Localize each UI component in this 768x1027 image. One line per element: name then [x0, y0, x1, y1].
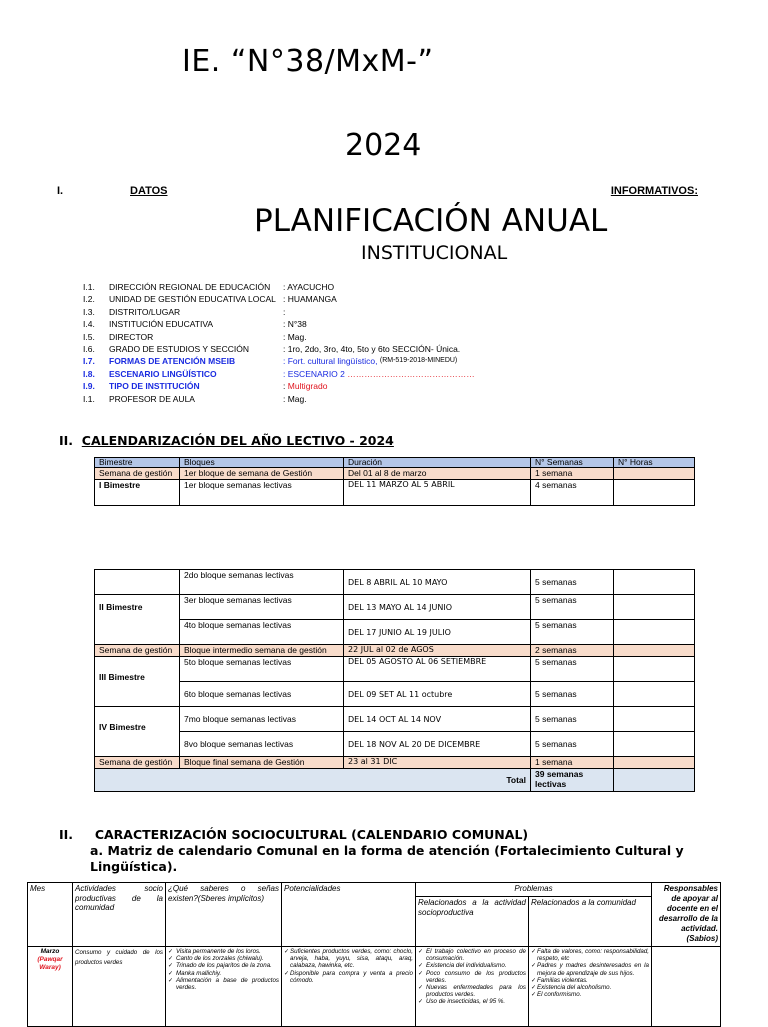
cell-potencialidades — [282, 947, 416, 1027]
info-label: INSTITUCIÓN EDUCATIVA — [109, 319, 214, 330]
info-label: TIPO DE INSTITUCIÓN — [109, 381, 200, 392]
table-row — [95, 620, 695, 645]
info-label: DIRECTOR — [109, 331, 154, 342]
info-row — [83, 380, 475, 392]
cell-bimestre — [95, 682, 180, 707]
cell-problemas-comunidad — [529, 947, 652, 1027]
cell-duracion: DEL 8 ABRIL AL 10 MAYO — [344, 570, 531, 595]
info-label: PROFESOR DE AULA — [109, 393, 195, 404]
info-row — [83, 281, 475, 293]
cell-responsables — [652, 947, 721, 1027]
cell-bloque: 5to bloque semanas lectivas — [180, 657, 344, 682]
section2-number: II. — [59, 433, 74, 448]
total-row — [95, 769, 695, 792]
cell-bimestre: Semana de gestión — [95, 468, 180, 480]
cell-horas — [614, 732, 695, 757]
list-item: ✓ Suficientes productos verdes, como: choclo, arveja, haba, yuyu, sisa, ataqu, araq, calabaza, hawinka, etc. — [284, 948, 413, 970]
section3-title: CARACTERIZACIÓN SOCIOCULTURAL (CALENDARIO COMUNAL) — [94, 827, 529, 842]
cell-semanas: 1 semana — [531, 468, 614, 480]
table-row — [95, 732, 695, 757]
cell-duracion: DEL 17 JUNIO AL 19 JULIO — [344, 620, 531, 645]
info-label: GRADO DE ESTUDIOS Y SECCIÓN — [109, 343, 249, 354]
mes-name: Marzo — [40, 948, 60, 955]
cell-semanas: 5 semanas — [531, 620, 614, 645]
info-value: : Fort. cultural lingüístico, — [283, 356, 378, 367]
list-item: ✓ Familias violentas. — [531, 977, 649, 984]
cell-horas — [614, 707, 695, 732]
list-item: ✓ Alimentación a base de productos verdes. — [168, 977, 279, 991]
cell-bimestre: IV Bimestre — [95, 707, 180, 732]
info-value: : — [283, 381, 286, 392]
info-num: I.1. — [83, 393, 95, 404]
year-heading: 2024 — [345, 128, 422, 163]
info-row — [83, 318, 475, 330]
info-row — [83, 293, 475, 305]
info-row — [83, 343, 475, 355]
calendar-table-bottom — [94, 569, 695, 792]
info-num: I.6. — [83, 343, 95, 354]
list-item: ✓ Existencia del individualismo. — [418, 962, 526, 969]
info-value: : ESCENARIO 2 — [283, 368, 345, 379]
cell-duracion: 23 al 31 DIC — [344, 757, 531, 769]
list-item: ✓ Padres y madres desinteresados en la mejora de aprendizaje de sus hijos. — [531, 962, 649, 976]
info-num: I.1. — [83, 282, 95, 292]
info-num: I.2. — [83, 294, 95, 305]
info-extra: Multigrado — [287, 381, 328, 392]
school-name: IE. “N°38/MxM-” — [182, 44, 434, 79]
section3-subheading: a. Matriz de calendario Comunal en la forma de atención (Fortalecimiento Cultural y Lingüística). — [90, 843, 684, 874]
info-value: : HUAMANGA — [283, 294, 337, 305]
header-saberes: ¿Qué saberes o señas existen?(Sberes implícitos) — [166, 883, 282, 947]
cell-bimestre: Semana de gestión — [95, 645, 180, 657]
table-row — [95, 645, 695, 657]
cell-horas — [614, 645, 695, 657]
info-extra: (RM-519-2018-MINEDU) — [379, 357, 458, 365]
list-item: ✓ Poco consumo de los productos verdes. — [418, 970, 526, 984]
cell-duracion: DEL 18 NOV AL 20 DE DICEMBRE — [344, 732, 531, 757]
cell-bimestre — [95, 570, 180, 595]
list-item: ✓ Falta de valores, como: responsabilidad, respeto, etc — [531, 948, 649, 962]
cell-horas — [614, 757, 695, 769]
cell-semanas: 5 semanas — [531, 595, 614, 620]
cell-bloque: 6to bloque semanas lectivas — [180, 682, 344, 707]
info-extra: ……………………………………… — [347, 368, 475, 379]
cell-saberes — [166, 947, 282, 1027]
list-item: ✓ Nuevas enfermedades para los productos verdes. — [418, 984, 526, 998]
section3-number: II. — [59, 827, 74, 842]
header-problemas-actividad: Relacionados a la actividad socioproductiva — [416, 897, 529, 947]
header-problemas-comunidad: Relacionados a la comunidad — [529, 897, 652, 947]
total-value: 39 semanas lectivas — [531, 769, 614, 792]
cell-semanas: 5 semanas — [531, 570, 614, 595]
info-row — [83, 331, 475, 343]
table-row — [95, 480, 695, 506]
total-label: Total — [95, 769, 531, 792]
section1-title-right: INFORMATIVOS: — [610, 185, 698, 197]
list-item: ✓ El conformismo. — [531, 991, 649, 998]
cell-horas — [614, 595, 695, 620]
cell-semanas: 1 semana — [531, 757, 614, 769]
cell-duracion: DEL 05 AGOSTO AL 06 SETIEMBRE — [344, 657, 531, 682]
header-potencialidades: Potencialidades — [282, 883, 416, 947]
cell-bloque: 8vo bloque semanas lectivas — [180, 732, 344, 757]
section1-number: I. — [57, 185, 64, 197]
cell-bloque: Bloque final semana de Gestión — [180, 757, 344, 769]
info-value: : Mag. — [283, 393, 307, 404]
info-row — [83, 368, 475, 380]
cell-duracion: DEL 11 MARZO AL 5 ABRIL — [344, 480, 531, 506]
cell-bloque: 3er bloque semanas lectivas — [180, 595, 344, 620]
table-row — [95, 707, 695, 732]
cell-duracion: Del 01 al 8 de marzo — [344, 468, 531, 480]
cell-semanas: 2 semanas — [531, 645, 614, 657]
info-label: UNIDAD DE GESTIÓN EDUCATIVA LOCAL — [109, 294, 276, 305]
header-problemas: Problemas — [416, 883, 652, 897]
cell-bloque: 7mo bloque semanas lectivas — [180, 707, 344, 732]
cell-horas — [614, 468, 695, 480]
section3-heading — [59, 827, 528, 842]
header-duracion: Duración — [344, 458, 531, 468]
cell-semanas: 5 semanas — [531, 732, 614, 757]
info-value: : AYACUCHO — [283, 282, 335, 292]
info-num: I.8. — [83, 368, 95, 379]
cell-semanas: 5 semanas — [531, 707, 614, 732]
section1-title-left: DATOS — [130, 185, 168, 197]
table-header-row — [95, 458, 695, 468]
info-value: : N°38 — [283, 319, 307, 330]
list-item: ✓ Trinado de los pajaritos de la zona. — [168, 962, 279, 969]
table-row — [95, 757, 695, 769]
table-row — [95, 657, 695, 682]
list-item: ✓ El trabajo colectivo en proceso de consumación. — [418, 948, 526, 962]
table-row — [95, 682, 695, 707]
info-row — [83, 393, 475, 405]
cell-bloque: 2do bloque semanas lectivas — [180, 570, 344, 595]
list-item: ✓ Manka mallichiy. — [168, 970, 279, 977]
cell-horas — [614, 480, 695, 506]
info-row — [83, 355, 475, 367]
info-label: DIRECCIÓN REGIONAL DE EDUCACIÓN — [109, 282, 271, 292]
list-item: ✓ Disponible para compra y venta a precio cómodo. — [284, 970, 413, 984]
cell-bloque: Bloque intermedio semana de gestión — [180, 645, 344, 657]
header-horas: N° Horas — [614, 458, 695, 468]
info-label: ESCENARIO LINGÜÍSTICO — [109, 368, 217, 379]
info-value: : — [283, 306, 286, 317]
list-item: ✓ Visita permanente de los loros. — [168, 948, 279, 955]
cell-bimestre: Semana de gestión — [95, 757, 180, 769]
cell-horas — [614, 682, 695, 707]
cell-bimestre — [95, 732, 180, 757]
cell-horas — [614, 620, 695, 645]
info-num: I.7. — [83, 356, 95, 367]
info-num: I.9. — [83, 381, 95, 392]
info-num: I.3. — [83, 306, 95, 317]
calendar-matrix-table — [27, 882, 721, 1027]
header-semanas: N° Semanas — [531, 458, 614, 468]
cell-duracion: DEL 13 MAYO AL 14 JUNIO — [344, 595, 531, 620]
list-item: ✓ Canto de los zorzales (chiwalu). — [168, 955, 279, 962]
cell-duracion: DEL 14 OCT AL 14 NOV — [344, 707, 531, 732]
cell-bimestre: I Bimestre — [95, 480, 180, 506]
document-title: PLANIFICACIÓN ANUAL — [254, 203, 608, 239]
calendar-table-top — [94, 457, 695, 506]
cell-semanas: 5 semanas — [531, 682, 614, 707]
cell-bimestre — [95, 620, 180, 645]
cell-horas — [614, 570, 695, 595]
cell-bimestre: III Bimestre — [95, 657, 180, 682]
info-value: : Mag. — [283, 331, 307, 342]
header-actividades: Actividades socio productivas de la comunidad — [73, 883, 166, 947]
info-label: DISTRITO/LUGAR — [109, 306, 181, 317]
section2-title: CALENDARIZACIÓN DEL AÑO LECTIVO - 2024 — [81, 433, 394, 448]
info-value: : 1ro, 2do, 3ro, 4to, 5to y 6to SECCIÓN- Única. — [283, 343, 461, 354]
cell-duracion: 22 JUL al 02 de AGOS — [344, 645, 531, 657]
cell-semanas: 5 semanas — [531, 657, 614, 682]
header-bimestre: Bimestre — [95, 458, 180, 468]
list-item: ✓ Existencia del alcoholismo. — [531, 984, 649, 991]
cell-bloque: 4to bloque semanas lectivas — [180, 620, 344, 645]
info-label: FORMAS DE ATENCIÓN MSEIB — [109, 356, 236, 367]
cell-horas — [614, 657, 695, 682]
header-mes: Mes — [28, 883, 73, 947]
info-row — [83, 306, 475, 318]
cell-problemas-actividad — [416, 947, 529, 1027]
info-num: I.4. — [83, 319, 95, 330]
cell-horas — [614, 769, 695, 792]
info-list — [83, 281, 475, 405]
header-responsables: Responsables de apoyar al docente en el desarrollo de la actividad. (Sabios) — [652, 883, 721, 947]
cell-actividad: Consumo y cuidado de los productos verdes — [73, 947, 166, 1027]
matrix-header-row — [28, 883, 721, 897]
table-row — [95, 570, 695, 595]
cell-semanas: 4 semanas — [531, 480, 614, 506]
cell-mes — [28, 947, 73, 1027]
matrix-row — [28, 947, 721, 1027]
cell-duracion: DEL 09 SET AL 11 octubre — [344, 682, 531, 707]
mes-local-name: (Pawqar Waray) — [37, 956, 63, 971]
cell-bimestre: II Bimestre — [95, 595, 180, 620]
info-num: I.5. — [83, 331, 95, 342]
cell-bloque: 1er bloque semanas lectivas — [180, 480, 344, 506]
section2-heading — [59, 433, 394, 448]
table-row — [95, 595, 695, 620]
document-subtitle: INSTITUCIONAL — [361, 242, 508, 264]
header-bloques: Bloques — [180, 458, 344, 468]
cell-bloque: 1er bloque de semana de Gestión — [180, 468, 344, 480]
table-row — [95, 468, 695, 480]
list-item: ✓ Uso de insecticidas, el 95 %. — [418, 998, 526, 1005]
